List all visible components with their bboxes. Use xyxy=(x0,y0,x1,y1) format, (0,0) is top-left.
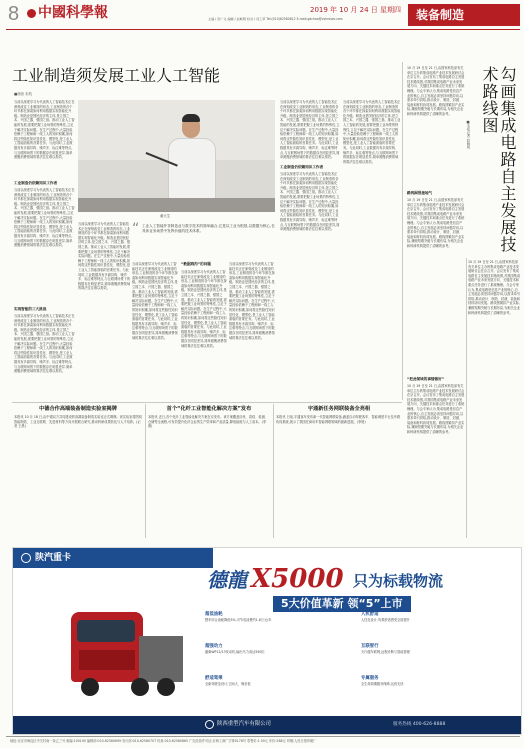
main-subhead-3: “数据鸿沟”的问题 xyxy=(181,262,211,266)
bottom-article-1-title: 中德合作高端装备制造实验室揭牌 xyxy=(39,406,117,412)
paper-name: 中國科學報 xyxy=(38,5,108,21)
photo-caption: 童大生 xyxy=(160,214,171,218)
main-article-col2: 当前以深度学习为代表的人工智能技术正在深刻改变工业制造的形态,工业制造的各个环节都在探索如何利用数据实现智能化升级。制造业是国民经济的主体,是立国之本、兴国之器、强国之基。推动工业人工智能的发展,需要把握工业场景的特殊性,立足于解决实际问题。在生产过程中,大量经验依赖于工程师和一线工人的知识积累,如何将这些隐性知识显性化、模型化,是工业人工智能面临的首要任务。与此同时,工业数据具有多源异构、噪声多、标注难等特点,与互联网场景下的数据存在明显差异,简单照搬消费领域的算法往往难以奏效。 xyxy=(78,222,130,291)
bottom-article-3-title: 宇通新任务网联装备全亮相 xyxy=(307,406,371,412)
side-col1-top: 10 月 19 日至 21 日,由国家科技部有关单位主办的集成电路产业技术发展研讨会在京召开。会议发布了集成电路自主发展技术路线图,对我国集成电路产业未来发展方向、关键技术和重点任务进行了系统梳理。与会专家认为,集成电路是信息产业的核心,自主发展必须坚持问题导向,以需求牵引供给,推动设计、制造、封测、装备和材料协同发展。路线图紧扣产业实际,兼顾短期突破与长期布局,为相关企业和科研机构提供了清晰的参考。 xyxy=(407,66,465,116)
truck-image xyxy=(61,608,185,712)
main-article-col1-mid: 当前以深度学习为代表的人工智能技术正在深刻改变工业制造的形态,工业制造的各个环节都在探索如何利用数据实现智能化升级。制造业是国民经济的主体,是立国之本、兴国之器、强国之基。推动工业人工智能的发展,需要把握工业场景的特殊性,立足于解决实际问题。在生产过程中,大量经验依赖于工程师和一线工人的知识积累,如何将这些隐性知识显性化、模型化,是工业人工智能面临的首要任务。与此同时,工业数据具有多源异构、噪声多、标注难等特点,与互联网场景下的数据存在明显差异,简单照搬消费领域的算法往往难以奏效。 xyxy=(14,188,75,248)
truck-wheel-2 xyxy=(131,678,149,696)
main-article-col4: 当前以深度学习为代表的人工智能技术正在深刻改变工业制造的形态,工业制造的各个环节都在探索如何利用数据实现智能化升级。制造业是国民经济的主体,是立国之本、兴国之器、强国之基。推动工业人工智能的发展,需要把握工业场景的特殊性,立足于解决实际问题。在生产过程中,大量经验依赖于工程师和一线工人的知识积累,如何将这些隐性知识显性化、模型化,是工业人工智能面临的首要任务。与此同时,工业数据具有多源异构、噪声多、标注难等特点,与互联网场景下的数据存在明显差异,简单照搬消费领域的算法往往难以奏效。 xyxy=(181,270,227,348)
truck-windshield xyxy=(77,620,135,642)
main-article-col1-bottom: 当前以深度学习为代表的人工智能技术正在深刻改变工业制造的形态,工业制造的各个环节都在探索如何利用数据实现智能化升级。制造业是国民经济的主体,是立国之本、兴国之器、强国之基。推动工业人工智能的发展,需要把握工业场景的特殊性,立足于解决实际问题。在生产过程中,大量经验依赖于工程师和一线工人的知识积累,如何将这些隐性知识显性化、模型化,是工业人工智能面临的首要任务。与此同时,工业数据具有多源异构、噪声多、标注难等特点,与互联网场景下的数据存在明显差异,简单照搬消费领域的算法往往难以奏效。 xyxy=(14,314,75,374)
ad-feature-4-title: 人机舒适 xyxy=(361,612,379,617)
main-headline: 工业制造须发展工业人工智能 xyxy=(12,66,221,85)
page-number: 8 xyxy=(8,3,20,25)
main-article-col7: 当前以深度学习为代表的人工智能技术正在深刻改变工业制造的形态,工业制造的各个环节都在探索如何利用数据实现智能化升级。制造业是国民经济的主体,是立国之本、兴国之器、强国之基。推动工业人工智能的发展,需要把握工业场景的特殊性,立足于解决实际问题。在生产过程中,大量经验依赖于工程师和一线工人的知识积累,如何将这些隐性知识显性化、模型化,是工业人工智能面临的首要任务。与此同时,工业数据具有多源异构、噪声多、标注难等特点,与互联网场景下的数据存在明显差异,简单照搬消费领域的算法往往难以奏效。 xyxy=(343,100,401,164)
side-subhead-1: 路线图很接地气 xyxy=(407,191,433,195)
ad-feature-5 xyxy=(361,644,511,676)
ad-feature-1 xyxy=(205,612,355,644)
ad-headline-tail: 只为标载物流 xyxy=(353,572,444,590)
ad-feature-1-title: 超低油耗 xyxy=(205,612,223,617)
side-subhead-2: “把此领域的事情做好” xyxy=(407,377,445,381)
truck-wheel-3 xyxy=(157,678,175,696)
ad-brand: 陕汽重卡 xyxy=(35,553,72,563)
issue-date: 2019 年 10 月 24 日 星期四 xyxy=(310,6,401,14)
ad-subline: 5大价值革新 领“5”上市 xyxy=(273,596,411,612)
ad-feature-6-desc: 全生命周期服务保障,运营无忧 xyxy=(361,682,404,686)
ad-feature-panel xyxy=(205,612,511,712)
speaker-body xyxy=(168,138,216,200)
side-divider xyxy=(466,258,467,538)
side-col1-mid: 10 月 19 日至 21 日,由国家科技部有关单位主办的集成电路产业技术发展研讨会在京召开。会议发布了集成电路自主发展技术路线图,对我国集成电路产业未来发展方向、关键技术和重点任务进行了系统梳理。与会专家认为,集成电路是信息产业的核心,自主发展必须坚持问题导向,以需求牵引供给,推动设计、制造、封测、装备和材料协同发展。路线图紧扣产业实际,兼顾短期突破与长期布局,为相关企业和科研机构提供了清晰的参考。 xyxy=(407,198,465,248)
truck-grille xyxy=(79,650,135,670)
section-name: 装备制造 xyxy=(416,8,465,22)
ad-feature-5-desc: 天行健车联网,远程诊断与智能管理 xyxy=(361,650,410,654)
side-title-text: 勾画集成电路自主发展技术路线图 xyxy=(480,66,517,253)
main-article-col5: 当前以深度学习为代表的人工智能技术正在深刻改变工业制造的形态,工业制造的各个环节都在探索如何利用数据实现智能化升级。制造业是国民经济的主体,是立国之本、兴国之器、强国之基。推动工业人工智能的发展,需要把握工业场景的特殊性,立足于解决实际问题。在生产过程中,大量经验依赖于工程师和一线工人的知识积累,如何将这些隐性知识显性化、模型化,是工业人工智能面临的首要任务。与此同时,工业数据具有多源异构、噪声多、标注难等特点,与互联网场景下的数据存在明显差异,简单照搬消费领域的算法往往难以奏效。 xyxy=(229,262,275,340)
ad-feature-2 xyxy=(205,644,355,676)
ad-feature-4 xyxy=(361,612,511,644)
company-logo-icon xyxy=(205,720,214,729)
truck-trailer xyxy=(139,636,183,682)
ad-feature-6 xyxy=(361,676,511,708)
side-byline: ■本报记者 赵畅明 xyxy=(466,120,470,149)
bottom-article-3-body: 本报讯 日前,宇通客车发布新一代智能网联装备,涵盖自动驾驶客车、智能调度平台及车路协同系统,展示了我国在商用车智能网联领域的最新进展。(李晨) xyxy=(276,415,401,424)
speaker-hair xyxy=(182,114,200,122)
pullquote-box xyxy=(132,222,277,256)
ad-product-prefix: 德龍 xyxy=(207,568,247,592)
header-rule xyxy=(6,29,520,30)
ad-feature-6-title: 专属服务 xyxy=(361,676,379,681)
bottom-article-2-title: 首个“化纤工业智能化解决方案”发布 xyxy=(166,406,252,412)
emblem-icon xyxy=(27,9,36,18)
main-photo xyxy=(78,100,275,212)
masthead xyxy=(0,0,524,36)
column-divider xyxy=(402,62,403,400)
truck-advertisement xyxy=(12,547,522,735)
side-col1-bottom: 10 月 19 日至 21 日,由国家科技部有关单位主办的集成电路产业技术发展研讨会在京召开。会议发布了集成电路自主发展技术路线图,对我国集成电路产业未来发展方向、关键技术和重点任务进行了系统梳理。与会专家认为,集成电路是信息产业的核心,自主发展必须坚持问题导向,以需求牵引供给,推动设计、制造、封测、装备和材料协同发展。路线图紧扣产业实际,兼顾短期突破与长期布局,为相关企业和科研机构提供了清晰的参考。 xyxy=(407,384,465,434)
ad-feature-2-desc: 潍柴WP12/13发动机,输出马力高达550匹 xyxy=(205,650,265,654)
side-title xyxy=(476,66,520,256)
shacman-logo-icon xyxy=(21,553,31,563)
pullquote-text: 工业人工智能并非制造业与数字技术的简单融合,它是以工业为根基,以数据为核心,在具体业务场景中发挥价值的技术体系。 xyxy=(142,224,275,234)
main-article-col3: 当前以深度学习为代表的人工智能技术正在深刻改变工业制造的形态,工业制造的各个环节都在探索如何利用数据实现智能化升级。制造业是国民经济的主体,是立国之本、兴国之器、强国之基。推动工业人工智能的发展,需要把握工业场景的特殊性,立足于解决实际问题。在生产过程中,大量经验依赖于工程师和一线工人的知识积累,如何将这些隐性知识显性化、模型化,是工业人工智能面临的首要任务。与此同时,工业数据具有多源异构、噪声多、标注难等特点,与互联网场景下的数据存在明显差异,简单照搬消费领域的算法往往难以奏效。 xyxy=(132,262,178,340)
ad-feature-4-desc: 人性化设计,驾乘舒适感受全面提升 xyxy=(361,618,410,622)
main-article-col6-bottom: 当前以深度学习为代表的人工智能技术正在深刻改变工业制造的形态,工业制造的各个环节都在探索如何利用数据实现智能化升级。制造业是国民经济的主体,是立国之本、兴国之器、强国之基。推动工业人工智能的发展,需要把握工业场景的特殊性,立足于解决实际问题。在生产过程中,大量经验依赖于工程师和一线工人的知识积累,如何将这些隐性知识显性化、模型化,是工业人工智能面临的首要任务。与此同时,工业数据具有多源异构、噪声多、标注难等特点,与互联网场景下的数据存在明显差异,简单照搬消费领域的算法往往难以奏效。 xyxy=(280,172,340,232)
main-subhead-1: 工业制造仍依赖知识工作者 xyxy=(14,181,58,185)
footer-rule xyxy=(6,736,520,737)
ad-feature-3-desc: 全新驾驶室设计,空间大、噪音低 xyxy=(205,682,251,686)
ad-feature-3 xyxy=(205,676,355,708)
main-subhead-4: 工业制造仍依赖知识工作者 xyxy=(280,165,324,169)
editor-line: 主编 / 彭广文 编辑 / 赵畅明 校对 / 何工草 Tel:(010)62580812 E-mail:gdchao@cshnews.com xyxy=(208,17,343,21)
ad-feature-2-title: 超强动力 xyxy=(205,644,223,649)
podium xyxy=(78,198,275,212)
main-byline: ■谢意 宋航 xyxy=(14,92,32,96)
ad-company: 陕西重型汽车有限公司 xyxy=(217,721,271,727)
ad-hotline: 服务热线 400-626-8888 xyxy=(393,722,446,727)
main-subhead-2: 实现智能的三大挑战 xyxy=(14,307,47,311)
bottom-articles-rule xyxy=(12,402,402,403)
ad-product-model: X5000 xyxy=(251,564,344,594)
section-banner xyxy=(408,4,520,26)
main-article-col1-top: 当前以深度学习为代表的人工智能技术正在深刻改变工业制造的形态,工业制造的各个环节都在探索如何利用数据实现智能化升级。制造业是国民经济的主体,是立国之本、兴国之器、强国之基。推动工业人工智能的发展,需要把握工业场景的特殊性,立足于解决实际问题。在生产过程中,大量经验依赖于工程师和一线工人的知识积累,如何将这些隐性知识显性化、模型化,是工业人工智能面临的首要任务。与此同时,工业数据具有多源异构、噪声多、标注难等特点,与互联网场景下的数据存在明显差异,简单照搬消费领域的算法往往难以奏效。 xyxy=(14,100,75,160)
bottom-article-1-body: 本报讯 10 月 18 日,由中德双方共同建设的高端装备制造实验室正式揭牌。该实验室将围绕智能制造、工业互联网、先进材料等方向开展联合研究,推动科研成果转化与人才培养。(记者 王晨) xyxy=(14,415,142,429)
ad-feature-1-desc: 整车综合油耗降低5%,可节省油费约1.6万元/年 xyxy=(205,618,272,622)
main-article-col6-top: 当前以深度学习为代表的人工智能技术正在深刻改变工业制造的形态,工业制造的各个环节都在探索如何利用数据实现智能化升级。制造业是国民经济的主体,是立国之本、兴国之器、强国之基。推动工业人工智能的发展,需要把握工业场景的特殊性,立足于解决实际问题。在生产过程中,大量经验依赖于工程师和一线工人的知识积累,如何将这些隐性知识显性化、模型化,是工业人工智能面临的首要任务。与此同时,工业数据具有多源异构、噪声多、标注难等特点,与互联网场景下的数据存在明显差异,简单照搬消费领域的算法往往难以奏效。 xyxy=(280,100,340,160)
side-col2: 10 月 19 日至 21 日,由国家科技部有关单位主办的集成电路产业技术发展研讨会在京召开。会议发布了集成电路自主发展技术路线图,对我国集成电路产业未来发展方向、关键技术和重点任务进行了系统梳理。与会专家认为,集成电路是信息产业的核心,自主发展必须坚持问题导向,以需求牵引供给,推动设计、制造、封测、装备和材料协同发展。路线图紧扣产业实际,兼顾短期突破与长期布局,为相关企业和科研机构提供了清晰的参考。 xyxy=(468,260,520,315)
bottom-divider-1 xyxy=(145,404,146,538)
ad-feature-3-title: 舒适驾乘 xyxy=(205,676,223,681)
truck-wheel-1 xyxy=(81,678,99,696)
footer-text: 地址:北京市海淀区中关村南一条乙三号 邮编:100190 编辑部:010-62580699 发行部:010-62580707 传真:010-62580865 广告经营许可证:京海工商广字第0178号 零售价:1.50元 年价:288元 印刷:人民日报印刷厂 xyxy=(10,739,317,743)
ad-footer-bar xyxy=(13,716,521,734)
ad-feature-5-title: 互联智行 xyxy=(361,644,379,649)
quote-mark-icon: “ xyxy=(132,221,140,237)
bottom-divider-2 xyxy=(273,404,274,538)
bottom-article-2-body: 本报讯 近日,首个化纤工业智能化解决方案在京发布。该方案覆盖纺丝、卷绕、检测、仓储等全流程,可有效提升化纤企业的生产效率和产品质量,降低能耗与人工成本。(李惠) xyxy=(148,415,268,429)
